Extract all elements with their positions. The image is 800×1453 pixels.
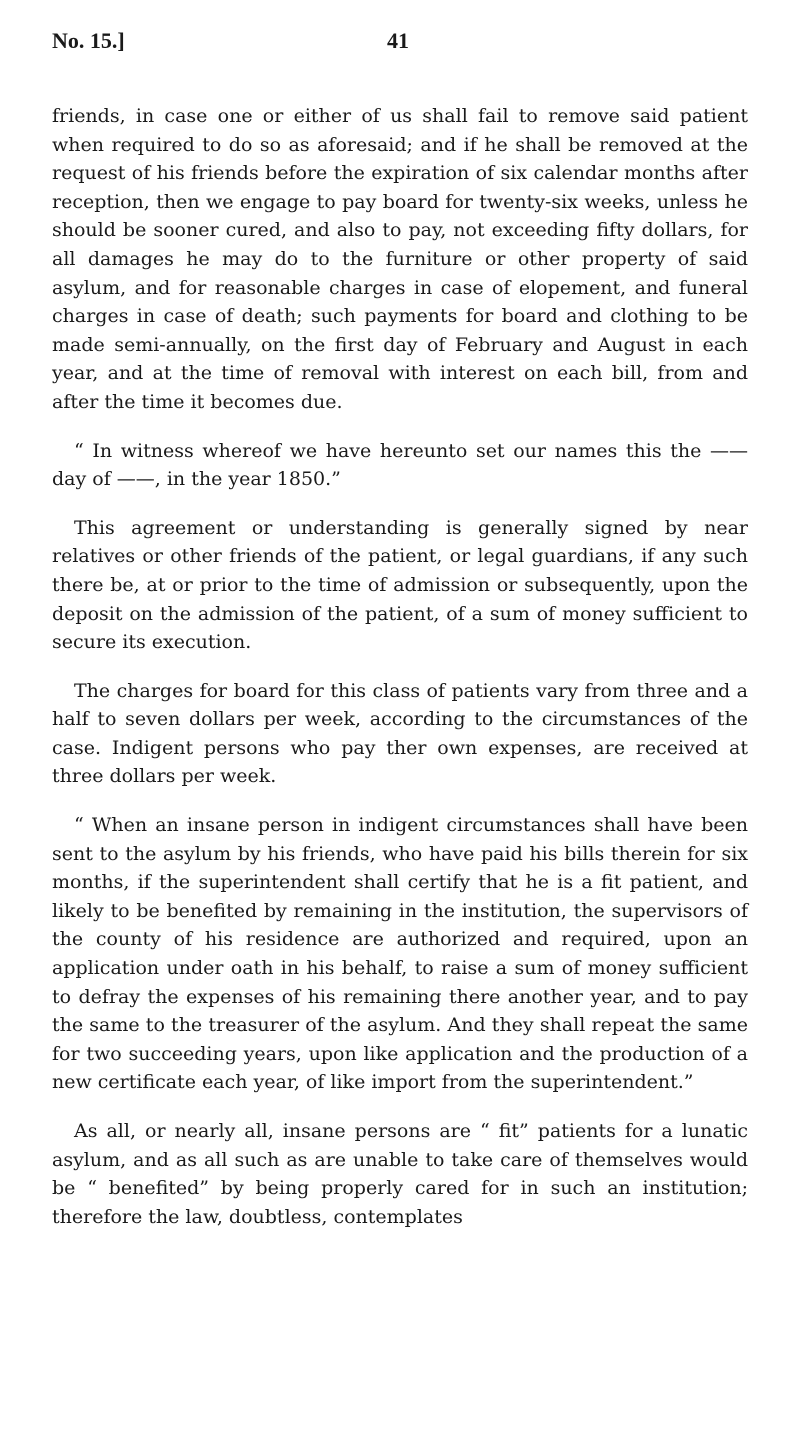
page-number: 41 [387, 28, 409, 53]
paragraph-indigent-quote: “ When an insane person in indigent circumstances shall have been sent to the asylum by his friends, who have paid his bills therein for six months, if the superintendent shall certify that he is a fit patient, and likely to be benefited by remaining in the institution, the supervisors of the county of his residence are authorized and required, upon an application under oath in his behalf, to raise a sum of money sufficient to defray the expenses of his remaining there another year, and to pay the same to the treasurer of the asylum. And they shall repeat the same for two succeeding years, upon like application and the production of a new certificate each year, of like import from the superintendent.” [52, 814, 748, 1094]
page-body [52, 102, 748, 1231]
paragraph-board-charges: The charges for board for this class of patients vary from three and a half to seven dollars per week, according to the circumstances of the case. Indigent persons who pay ther own expenses, are received at three dollars per week. [52, 679, 748, 788]
document-number: No. 15.] [52, 28, 125, 53]
paragraph-continuation: friends, in case one or either of us shall fail to remove said patient when required to do so as aforesaid; and if he shall be removed at the request of his friends before the expiration of six calendar months after reception, then we engage to pay board for twenty-six weeks, unless he should be sooner cured, and also to pay, not exceeding fifty dollars, for all damages he may do to the furniture or other property of said asylum, and for reasonable charges in case of elopement, and funeral charges in case of death; such payments for board and clothing to be made semi-annually, on the first day of February and August in each year, and at the time of removal with interest on each bill, from and after the time it becomes due. [52, 105, 748, 413]
running-header [52, 28, 748, 72]
paragraph-agreement: This agreement or understanding is generally signed by near relatives or other friends of the patient, or legal guardians, if any such there be, at or prior to the time of admission or subsequently, upon the deposit on the admission of the patient, of a sum of money sufficient to secure its execution. [52, 516, 748, 654]
paragraph-witness-clause: “ In witness whereof we have hereunto set our names this the —— day of ——, in the year 1850.” [52, 439, 748, 491]
paragraph-fit-patients: As all, or nearly all, insane persons are “ fit” patients for a lunatic asylum, and as all such as are unable to take care of themselves would be “ benefited” by being properly cared for in such an institution; therefore the law, doubtless, contemplates [52, 1120, 748, 1228]
